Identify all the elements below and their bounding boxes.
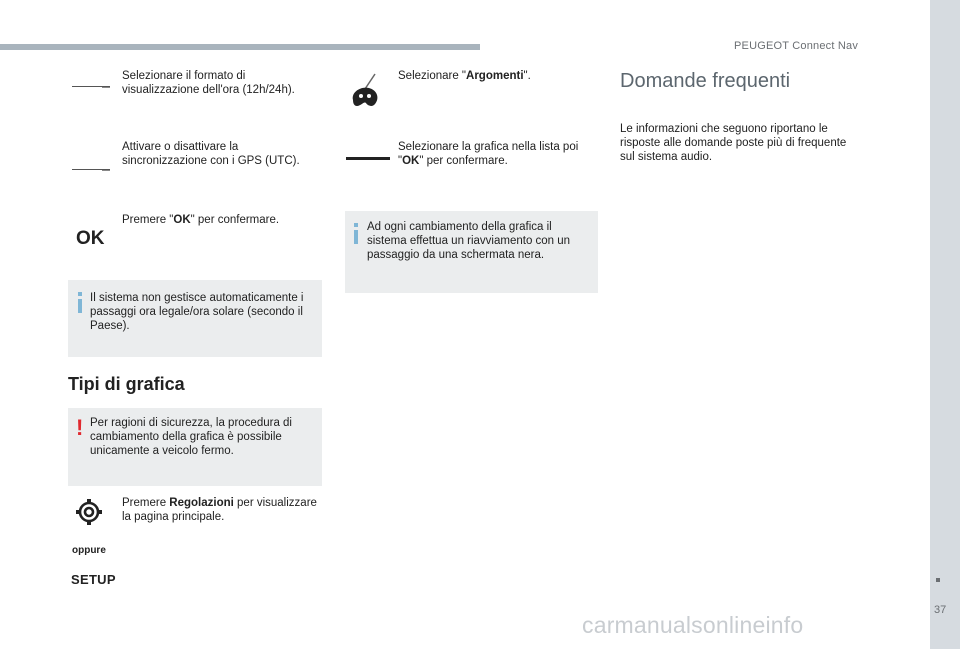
faq-title: Domande frequenti	[620, 70, 791, 92]
text-fragment: per visualizzare la pagina principale.	[122, 497, 317, 523]
text-fragment: " per confermare.	[419, 155, 508, 167]
info-icon	[354, 223, 358, 227]
settings-label: Regolazioni	[169, 497, 234, 509]
info-icon-bar	[354, 230, 358, 244]
line-icon	[346, 157, 390, 160]
text-fragment: Selezionare la grafica nella lista poi "	[398, 141, 579, 167]
text-fragment: Premere	[122, 497, 170, 509]
palette-icon	[347, 72, 387, 112]
setup-button-label: SETUP	[71, 572, 116, 587]
info-note-text: Il sistema non gestisce automaticamente i passaggi ora legale/ora solare (secondo il Paese).	[90, 292, 304, 332]
ok-label: OK	[402, 155, 420, 167]
step-open-settings	[122, 496, 317, 524]
warning-note-box	[68, 408, 322, 486]
warning-note-text: Per ragioni di sicurezza, la procedura di cambiamento della grafica è possibile unicamente a veicolo fermo.	[90, 417, 292, 457]
warning-icon: !	[76, 415, 84, 440]
step-select-topics	[398, 69, 588, 83]
info-note-text: Ad ogni cambiamento della grafica il sistema effettua un riavviamento con un passaggio da una schermata nera.	[367, 221, 571, 261]
ok-label: OK	[173, 214, 191, 226]
text-fragment: Premere "	[122, 214, 174, 226]
step-select-theme	[398, 140, 593, 168]
section-title: Tipi di grafica	[68, 374, 185, 394]
watermark: carmanualsonlineinfo	[582, 612, 804, 638]
text-fragment: Selezionare "	[398, 70, 467, 82]
line-icon	[72, 73, 110, 87]
ok-icon: OK	[76, 228, 105, 249]
line-icon	[72, 156, 110, 170]
text-fragment: ".	[523, 70, 531, 82]
info-icon-bar	[78, 299, 82, 313]
gear-icon	[73, 496, 105, 528]
top-rule	[0, 44, 480, 50]
page-side-band	[930, 0, 960, 649]
step-gps-sync: Attivare o disattivare la sincronizzazione con i GPS (UTC).	[122, 141, 300, 167]
page-marker	[936, 578, 940, 582]
topics-label: Argomenti	[466, 70, 524, 82]
oppure-label: oppure	[72, 545, 106, 556]
page-number: 37	[934, 604, 947, 616]
step-time-format: Selezionare il formato di visualizzazione dell'ora (12h/24h).	[122, 70, 295, 96]
page-header-title: PEUGEOT Connect Nav	[734, 40, 859, 52]
text-fragment: " per confermare.	[190, 214, 280, 226]
info-icon	[78, 292, 82, 296]
info-note-box	[345, 211, 598, 293]
step-confirm-ok	[122, 213, 317, 227]
faq-intro-text: Le informazioni che seguono riportano le risposte alle domande poste più di frequente sul sistema audio.	[620, 123, 847, 163]
info-note-box	[68, 280, 322, 357]
